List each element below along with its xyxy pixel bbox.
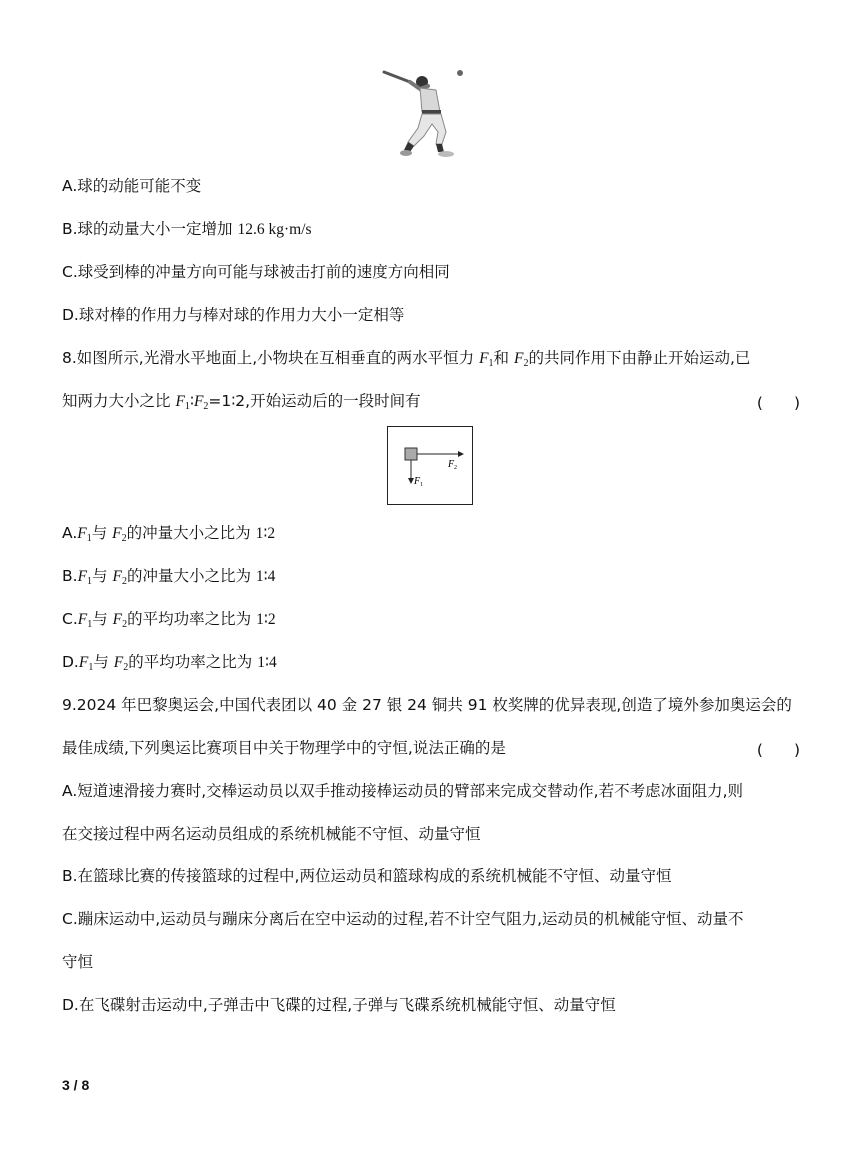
q8-option-b bbox=[62, 566, 275, 592]
text-yu: 与 bbox=[91, 524, 113, 542]
text-power: 的平均功率之比为 bbox=[127, 610, 257, 628]
option-letter: C. bbox=[62, 610, 78, 628]
sub-1: 1 bbox=[184, 401, 190, 412]
q7-option-b-value: 12.6 kg·m/s bbox=[237, 221, 312, 238]
q9-option-a-line-1: A.短道速滑接力赛时,交棒运动员以双手推动接棒运动员的臂部来完成交替动作,若不考虑冰面阻力,则 bbox=[62, 782, 744, 800]
var-F: F bbox=[77, 568, 88, 585]
sub-2: 2 bbox=[203, 401, 209, 412]
q9-option-c-line-1: C.蹦床运动中,运动员与蹦床分离后在空中运动的过程,若不计空气阻力,运动员的机械能守恒、动量不 bbox=[62, 910, 744, 928]
var-F: F bbox=[78, 654, 89, 671]
label-f1-sub: 1 bbox=[420, 482, 423, 488]
var-F: F bbox=[479, 350, 489, 367]
q8-stem-text-b: 的共同作用下由静止开始运动,已 bbox=[528, 349, 751, 367]
var-F: F bbox=[513, 350, 524, 367]
q8-option-a bbox=[62, 523, 275, 549]
sub-2: 2 bbox=[121, 576, 127, 587]
var-F: F bbox=[112, 525, 122, 542]
text-power: 的平均功率之比为 bbox=[128, 653, 258, 671]
q8-stem-and: 和 bbox=[493, 349, 514, 367]
ratio-value: 1∶2 bbox=[255, 525, 276, 542]
option-letter: A. bbox=[62, 524, 78, 542]
baseball-batter-illustration bbox=[380, 62, 480, 160]
option-letter: D. bbox=[62, 653, 79, 671]
q9-option-b: B.在篮球比赛的传接篮球的过程中,两位运动员和篮球构成的系统机械能不守恒、动量守恒 bbox=[62, 867, 672, 885]
sub-1: 1 bbox=[87, 576, 93, 587]
ratio-value: 1∶2 bbox=[256, 611, 276, 628]
sub-1: 1 bbox=[488, 358, 494, 369]
text-impulse: 的冲量大小之比为 bbox=[126, 567, 256, 585]
sub-2: 2 bbox=[523, 358, 529, 369]
q7-option-c: C.球受到棒的冲量方向可能与球被击打前的速度方向相同 bbox=[62, 263, 450, 281]
q8-answer-blank: ( ) bbox=[756, 394, 800, 412]
option-letter: B. bbox=[62, 567, 78, 585]
q7-option-d: D.球对棒的作用力与棒对球的作用力大小一定相等 bbox=[62, 306, 405, 324]
q9-option-d: D.在飞碟射击运动中,子弹击中飞碟的过程,子弹与飞碟系统机械能守恒、动量守恒 bbox=[62, 996, 616, 1014]
text-yu: 与 bbox=[92, 567, 113, 585]
sub-2: 2 bbox=[122, 619, 128, 630]
q7-option-b-text: B.球的动量大小一定增加 bbox=[62, 220, 238, 238]
q9-option-c-line-2: 守恒 bbox=[62, 953, 94, 971]
sub-1: 1 bbox=[87, 619, 93, 630]
q9-option-a-line-2: 在交接过程中两名运动员组成的系统机械能不守恒、动量守恒 bbox=[62, 825, 481, 843]
var-F: F bbox=[77, 525, 87, 542]
q8-stem-text-c: 知两力大小之比 bbox=[62, 392, 176, 410]
label-f1: F bbox=[414, 476, 421, 487]
var-F: F bbox=[112, 611, 123, 628]
var-F: F bbox=[77, 611, 88, 628]
label-f2: F bbox=[448, 459, 455, 470]
page-number: 3 / 8 bbox=[62, 1077, 90, 1093]
q9-answer-blank: ( ) bbox=[756, 741, 800, 759]
ratio-value: 1∶4 bbox=[255, 568, 276, 585]
q9-stem-line-1: 9.2024 年巴黎奥运会,中国代表团以 40 金 27 银 24 铜共 91 枚奖牌的优异表现,创造了境外参加奥运会的 bbox=[62, 696, 792, 714]
label-f2-sub: 2 bbox=[454, 465, 457, 471]
force-diagram bbox=[387, 426, 473, 505]
var-F: F bbox=[193, 393, 204, 410]
ratio-value: 1∶4 bbox=[257, 654, 277, 671]
sub-1: 1 bbox=[86, 533, 92, 544]
q8-option-c bbox=[62, 609, 276, 635]
q8-option-d bbox=[62, 652, 277, 678]
sub-2: 2 bbox=[121, 533, 127, 544]
text-yu: 与 bbox=[93, 653, 114, 671]
ratio-colon: ∶ bbox=[189, 392, 194, 410]
q9-stem-line-2: 最佳成绩,下列奥运比赛项目中关于物理学中的守恒,说法正确的是 bbox=[62, 739, 506, 757]
text-impulse: 的冲量大小之比为 bbox=[126, 524, 256, 542]
sub-2: 2 bbox=[123, 662, 129, 673]
var-F: F bbox=[113, 654, 124, 671]
text-yu: 与 bbox=[92, 610, 113, 628]
q8-stem-line-2 bbox=[62, 391, 421, 417]
force-diagram-svg bbox=[388, 427, 472, 504]
q7-option-a: A.球的动能可能不变 bbox=[62, 177, 202, 195]
sub-1: 1 bbox=[88, 662, 94, 673]
var-F: F bbox=[175, 393, 185, 410]
q8-stem-line-1 bbox=[62, 348, 750, 374]
q8-stem-text-d: =1∶2,开始运动后的一段时间有 bbox=[208, 392, 421, 410]
q8-stem-text-a: 8.如图所示,光滑水平地面上,小物块在互相垂直的两水平恒力 bbox=[62, 349, 480, 367]
var-F: F bbox=[112, 568, 122, 585]
q7-option-b bbox=[62, 219, 312, 240]
